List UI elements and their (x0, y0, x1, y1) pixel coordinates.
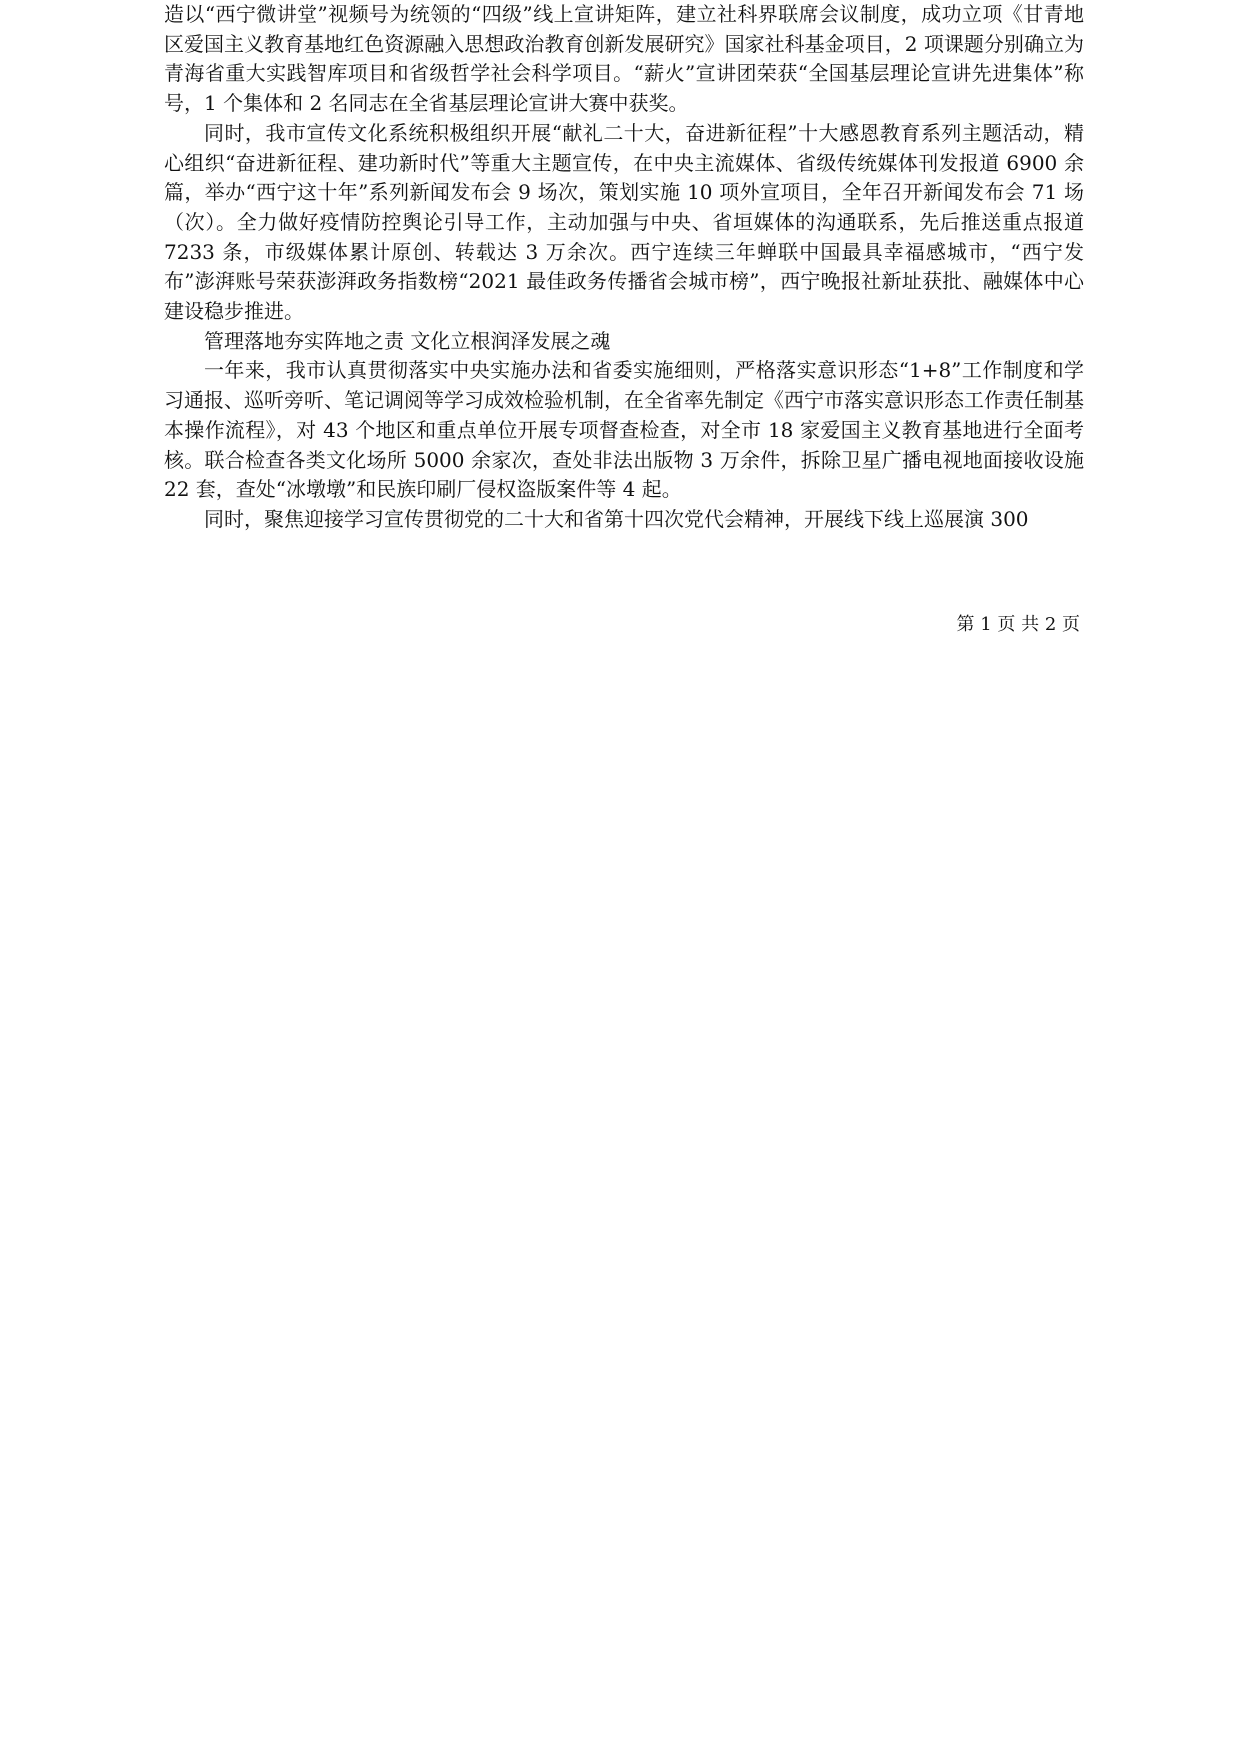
paragraph-2: 同时，我市宣传文化系统积极组织开展“献礼二十大，奋进新征程”十大感恩教育系列主题活动，精心组织“奋进新征程、建功新时代”等重大主题宣传，在中央主流媒体、省级传统媒体刊发报道 6900 余篇，举办“西宁这十年”系列新闻发布会 9 场次，策划实施 10 项外宣项目，全年召开新闻发布会 71 场（次）。全力做好疫情防控舆论引导工作，主动加强与中央、省垣媒体的沟通联系，先后推送重点报道 7233 条，市级媒体累计原创、转载达 3 万余次。西宁连续三年蝉联中国最具幸福感城市，“西宁发布”澎湃账号荣获澎湃政务指数榜“2021 最佳政务传播省会城市榜”，西宁晚报社新址获批、融媒体中心建设稳步推进。 (164, 120, 1084, 324)
section-heading: 管理落地夯实阵地之责 文化立根润泽发展之魂 (204, 328, 611, 353)
paragraph-1: 造以“西宁微讲堂”视频号为统领的“四级”线上宣讲矩阵，建立社科界联席会议制度，成功立项《甘青地区爱国主义教育基地红色资源融入思想政治教育创新发展研究》国家社科基金项目，2 项课题分别确立为青海省重大实践智库项目和省级哲学社会科学项目。“薪火”宣讲团荣获“全国基层理论宣讲先进集体”称号，1 个集体和 2 名同志在全省基层理论宣讲大赛中获奖。 (164, 2, 1084, 116)
document-body (164, 0, 1084, 535)
paragraph-4: 同时，聚焦迎接学习宣传贯彻党的二十大和省第十四次党代会精神，开展线下线上巡展演 300 (204, 506, 1029, 531)
paragraph-3: 一年来，我市认真贯彻落实中央实施办法和省委实施细则，严格落实意识形态“1+8”工作制度和学习通报、巡听旁听、笔记调阅等学习成效检验机制，在全省率先制定《西宁市落实意识形态工作责任制基本操作流程》，对 43 个地区和重点单位开展专项督查检查，对全市 18 家爱国主义教育基地进行全面考核。联合检查各类文化场所 5000 余家次，查处非法出版物 3 万余件，拆除卫星广播电视地面接收设施 22 套，查处“冰墩墩”和民族印刷厂侵权盗版案件等 4 起。 (164, 358, 1084, 502)
page-footer: 第 1 页 共 2 页 (956, 614, 1080, 635)
